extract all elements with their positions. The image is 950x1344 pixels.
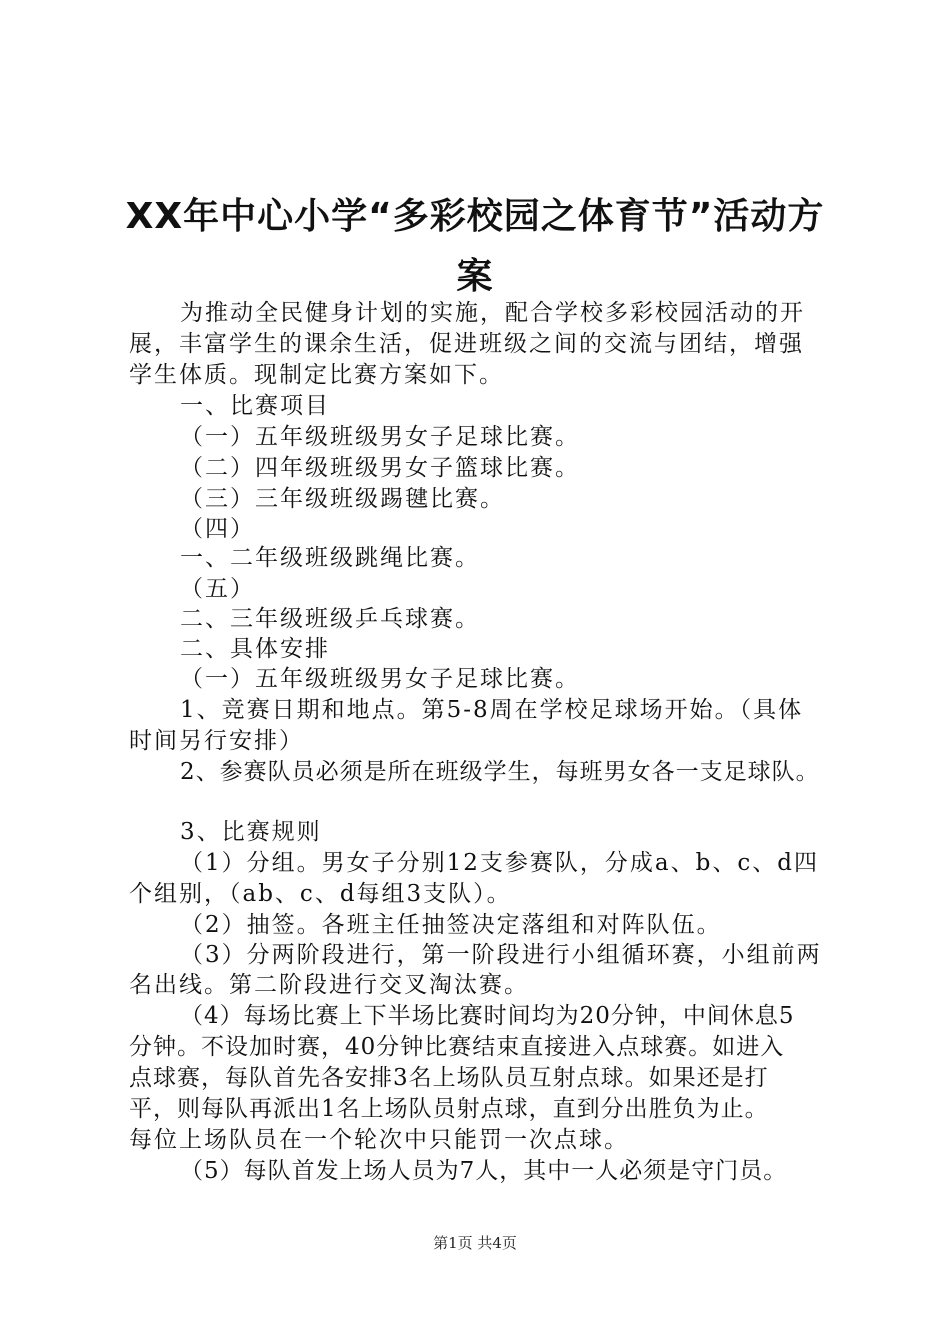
page-footer: 第1页 共4页 (433, 1234, 517, 1252)
body-line: 分钟。不设加时赛，40分钟比赛结束直接进入点球赛。如进入 (129, 1034, 785, 1060)
body-line: 二、三年级班级乒乓球赛。 (180, 606, 480, 632)
body-line: （四） (180, 516, 255, 542)
body-line: （二）四年级班级男女子篮球比赛。 (180, 455, 580, 481)
document-title-line-1: XX年中心小学“多彩校园之体育节”活动方 (125, 196, 825, 237)
body-line: 1、竞赛日期和地点。第5-8周在学校足球场开始。（具体 (180, 697, 804, 723)
body-line: 一、二年级班级跳绳比赛。 (180, 545, 480, 571)
body-line: （一）五年级班级男女子足球比赛。 (180, 424, 580, 450)
body-line: 学生体质。现制定比赛方案如下。 (129, 362, 504, 388)
body-line: （2）抽签。各班主任抽签决定落组和对阵队伍。 (180, 912, 722, 938)
body-line: （1）分组。男女子分别12支参赛队，分成a、b、c、d四 (180, 850, 819, 876)
body-line: 每位上场队员在一个轮次中只能罚一次点球。 (129, 1127, 629, 1153)
body-line: （4）每场比赛上下半场比赛时间均为20分钟，中间休息5 (180, 1003, 795, 1029)
body-line: 名出线。第二阶段进行交叉淘汰赛。 (129, 972, 529, 998)
body-line: 2、参赛队员必须是所在班级学生，每班男女各一支足球队。 (180, 759, 820, 785)
body-line: 个组别，（ab、c、d每组3支队）。 (129, 881, 512, 907)
body-line: （三）三年级班级踢毽比赛。 (180, 486, 505, 512)
body-line: （五） (180, 576, 255, 602)
body-line: （3）分两阶段进行，第一阶段进行小组循环赛，小组前两 (180, 942, 822, 968)
body-line: 点球赛，每队首先各安排3名上场队员互射点球。如果还是打 (129, 1065, 769, 1091)
body-line: （一）五年级班级男女子足球比赛。 (180, 666, 580, 692)
body-line: （5）每队首发上场人员为7人，其中一人必须是守门员。 (180, 1158, 788, 1184)
document-title-line-2: 案 (456, 256, 494, 297)
body-line: 为推动全民健身计划的实施，配合学校多彩校园活动的开 (180, 300, 805, 326)
body-line: 时间另行安排） (129, 728, 304, 754)
section-heading: 二、具体安排 (180, 636, 330, 662)
body-line: 平，则每队再派出1名上场队员射点球，直到分出胜负为止。 (129, 1096, 769, 1122)
section-heading: 3、比赛规则 (180, 819, 322, 845)
section-heading: 一、比赛项目 (180, 393, 330, 419)
body-line: 展，丰富学生的课余生活，促进班级之间的交流与团结，增强 (129, 331, 804, 357)
